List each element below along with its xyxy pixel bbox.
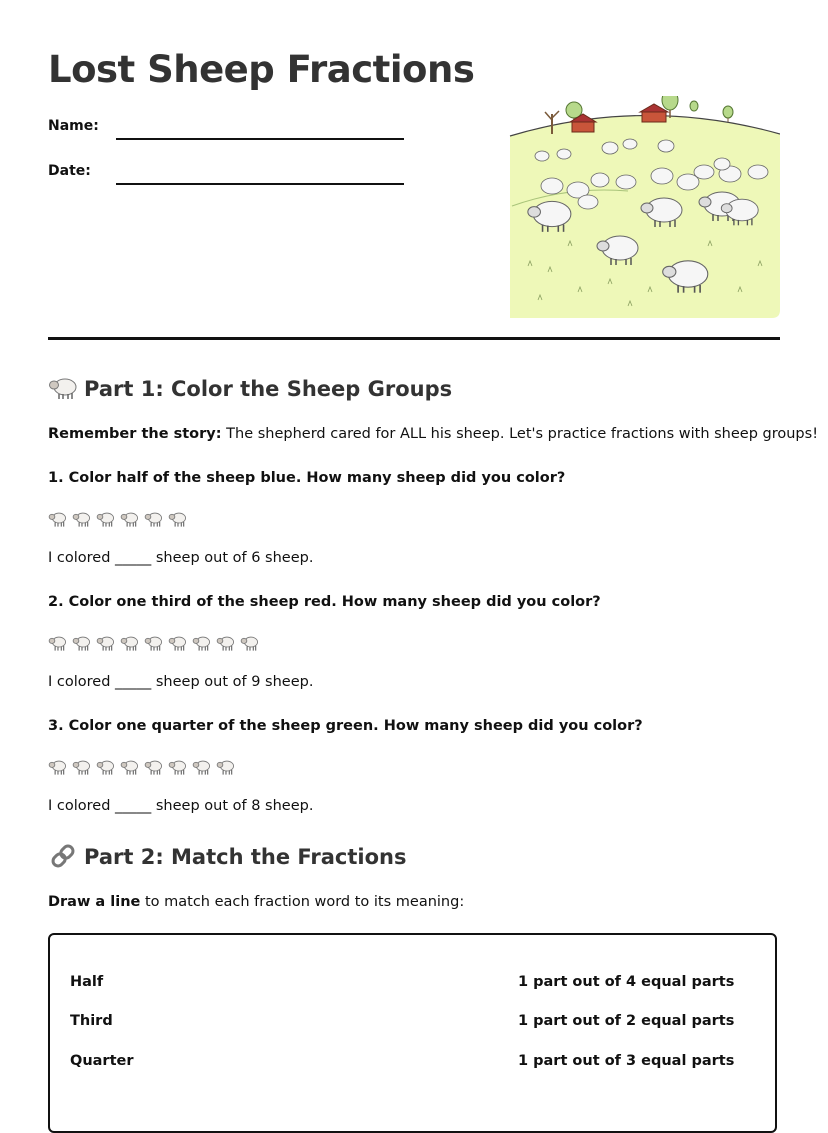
sheep-group-2[interactable] (48, 634, 259, 654)
date-field-line[interactable] (116, 183, 404, 185)
sheep-icon[interactable] (144, 510, 163, 528)
part1-heading (48, 376, 452, 401)
sheep-icon[interactable] (48, 758, 67, 776)
page-title: Lost Sheep Fractions (48, 48, 475, 91)
sheep-icon[interactable] (144, 634, 163, 652)
sheep-icon[interactable] (48, 510, 67, 528)
name-label: Name: (48, 118, 99, 134)
sheep-icon[interactable] (96, 758, 115, 776)
part2-heading (48, 844, 406, 869)
sheep-icon[interactable] (96, 510, 115, 528)
sheep-icon[interactable] (216, 758, 235, 776)
sheep-icon[interactable] (72, 634, 91, 652)
sheep-group-1[interactable] (48, 510, 187, 530)
link-icon (48, 844, 78, 868)
answer-1: I colored _____ sheep out of 6 sheep. (48, 550, 314, 566)
date-label: Date: (48, 163, 91, 179)
sheep-icon[interactable] (120, 510, 139, 528)
sheep-icon[interactable] (168, 634, 187, 652)
sheep-icon[interactable] (192, 758, 211, 776)
part1-intro-text: The shepherd cared for ALL his sheep. Let's practice fractions with sheep groups! (221, 426, 819, 442)
sheep-icon[interactable] (192, 634, 211, 652)
part2-intro-text: to match each fraction word to its meaning: (140, 894, 465, 910)
sheep-group-3[interactable] (48, 758, 235, 778)
sheep-icon[interactable] (48, 634, 67, 652)
fraction-word-half[interactable]: Half (70, 974, 104, 990)
sheep-icon[interactable] (168, 758, 187, 776)
matching-box[interactable] (48, 933, 777, 1133)
question-3: 3. Color one quarter of the sheep green. How many sheep did you color? (48, 718, 643, 734)
sheep-icon[interactable] (72, 758, 91, 776)
sheep-icon[interactable] (120, 634, 139, 652)
sheep-icon (48, 376, 78, 400)
sheep-icon[interactable] (96, 634, 115, 652)
fraction-word-third[interactable]: Third (70, 1013, 113, 1029)
part1-intro-bold: Remember the story: (48, 426, 222, 442)
sheep-icon[interactable] (72, 510, 91, 528)
part2-heading-text: Part 2: Match the Fractions (84, 845, 407, 869)
sheep-icon[interactable] (216, 634, 235, 652)
sheep-icon[interactable] (240, 634, 259, 652)
fraction-meaning-1[interactable]: 1 part out of 4 equal parts (518, 974, 735, 990)
name-field-line[interactable] (116, 138, 404, 140)
part1-heading-text: Part 1: Color the Sheep Groups (84, 377, 453, 401)
question-2: 2. Color one third of the sheep red. How many sheep did you color? (48, 594, 601, 610)
header-divider (48, 337, 780, 340)
fraction-word-quarter[interactable]: Quarter (70, 1053, 134, 1069)
part1-intro (48, 426, 818, 442)
sheep-icon[interactable] (144, 758, 163, 776)
answer-3: I colored _____ sheep out of 8 sheep. (48, 798, 314, 814)
sheep-icon[interactable] (168, 510, 187, 528)
meadow-sheep-illustration (508, 96, 780, 318)
answer-2: I colored _____ sheep out of 9 sheep. (48, 674, 314, 690)
question-1: 1. Color half of the sheep blue. How many sheep did you color? (48, 470, 566, 486)
fraction-meaning-2[interactable]: 1 part out of 2 equal parts (518, 1013, 735, 1029)
part2-intro-bold: Draw a line (48, 894, 141, 910)
part2-intro (48, 894, 464, 910)
fraction-meaning-3[interactable]: 1 part out of 3 equal parts (518, 1053, 735, 1069)
sheep-icon[interactable] (120, 758, 139, 776)
